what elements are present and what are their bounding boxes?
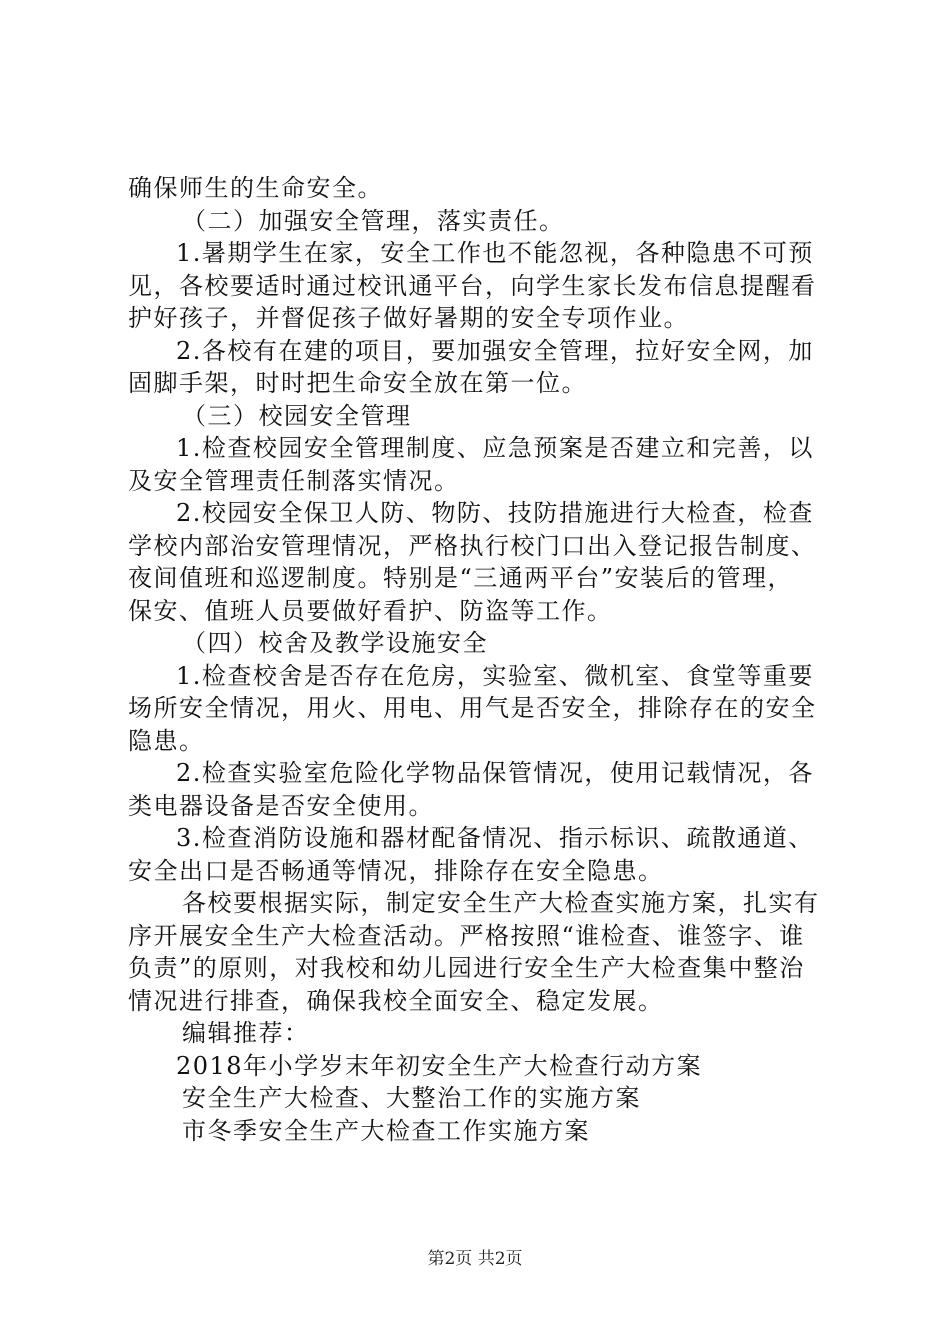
body-line: 2.检查实验室危险化学物品保管情况，使用记载情况，各	[176, 759, 814, 787]
body-line: 2.校园安全保卫人防、物防、技防措施进行大检查，检查	[176, 499, 814, 527]
body-line: 序开展安全生产大检查活动。严格按照“谁检查、谁签字、谁	[128, 921, 805, 950]
body-line: 1.检查校园安全管理制度、应急预案是否建立和完善，以	[176, 434, 814, 462]
recommend-link[interactable]: 市冬季安全生产大检查工作实施方案	[182, 1116, 590, 1145]
body-line: 1.检查校舍是否存在危房，实验室、微机室、食堂等重要	[176, 661, 814, 690]
body-line: 保安、值班人员要做好看护、防盗等工作。	[128, 596, 613, 625]
recommend-link[interactable]: 2018年小学岁末年初安全生产大检查行动方案	[176, 1051, 703, 1080]
body-line: 隐患。	[128, 726, 205, 755]
recommend-heading: 编辑推荐：	[182, 1019, 310, 1047]
body-line: 负责”的原则，对我校和幼儿园进行安全生产大检查集中整治	[128, 954, 805, 982]
body-line: 及安全管理责任制落实情况。	[128, 466, 460, 495]
body-line: 确保师生的生命安全。	[128, 174, 383, 202]
body-line: 夜间值班和巡逻制度。特别是“三通两平台”安装后的管理，	[128, 564, 794, 592]
body-line: 护好孩子，并督促孩子做好暑期的安全专项作业。	[128, 304, 689, 332]
body-line: 2.各校有在建的项目，要加强安全管理，拉好安全网，加	[176, 336, 814, 365]
body-line: 学校内部治安管理情况，严格执行校门口出入登记报告制度、	[128, 531, 817, 560]
page-number: 第2页 共2页	[427, 1249, 523, 1269]
body-line: 场所安全情况，用火、用电、用气是否安全，排除存在的安全	[128, 694, 817, 722]
section-heading: （三）校园安全管理	[182, 401, 412, 430]
body-line: 1.暑期学生在家，安全工作也不能忽视，各种隐患不可预	[176, 239, 814, 267]
body-line: 见，各校要适时通过校讯通平台，向学生家长发布信息提醒看	[128, 271, 817, 300]
page-footer	[0, 1244, 950, 1269]
body-line: 类电器设备是否安全使用。	[128, 791, 434, 820]
document-body	[128, 172, 838, 1147]
section-heading: （四）校舍及教学设施安全	[182, 629, 488, 657]
section-heading: （二）加强安全管理，落实责任。	[182, 206, 565, 235]
body-line: 安全出口是否畅通等情况，排除存在安全隐患。	[128, 856, 664, 885]
recommend-link[interactable]: 安全生产大检查、大整治工作的实施方案	[182, 1084, 641, 1112]
body-line: 3.检查消防设施和器材配备情况、指示标识、疏散通道、	[176, 824, 814, 852]
body-line: 情况进行排查，确保我校全面安全、稳定发展。	[128, 986, 664, 1015]
body-line: 各校要根据实际，制定安全生产大检查实施方案，扎实有	[182, 889, 820, 917]
body-line: 固脚手架，时时把生命安全放在第一位。	[128, 369, 587, 397]
